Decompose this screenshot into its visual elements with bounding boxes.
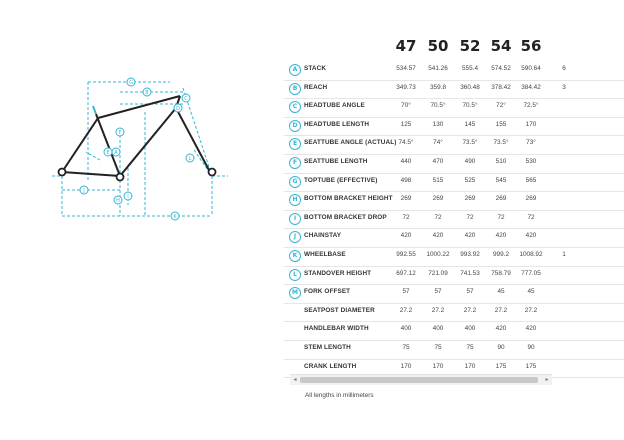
row-badge: J <box>289 231 301 243</box>
row-value-cell: 1000.22 <box>426 251 450 258</box>
svg-text:F: F <box>118 130 122 136</box>
row-value-cell: 70.5° <box>462 102 478 110</box>
scrollbar-thumb[interactable] <box>300 377 538 383</box>
diagram-badge <box>80 186 88 194</box>
row-value-cell: 170 <box>432 362 444 370</box>
row-value-cell: 125 <box>400 120 412 128</box>
row-value-cell: 70.5° <box>430 102 446 110</box>
row-label: STACK <box>304 65 327 72</box>
size-header-52: 52 <box>459 37 481 55</box>
scroll-left-arrow-icon[interactable]: ◂ <box>293 377 297 383</box>
geometry-row <box>284 266 624 286</box>
row-value-cell: 269 <box>525 195 537 203</box>
row-value-cell: 384.42 <box>521 83 541 91</box>
row-label: WHEELBASE <box>304 251 346 258</box>
geometry-table <box>284 30 566 386</box>
row-value-cell: 57 <box>466 288 474 296</box>
row-value-cell: 400 <box>464 325 476 333</box>
row-label: SEATTUBE ANGLE (ACTUAL) <box>304 139 397 147</box>
row-value-cell: 27.2 <box>494 306 508 314</box>
row-value-cell: 75 <box>402 344 410 351</box>
row-badge: E <box>289 138 301 150</box>
row-value-cell: 45 <box>527 288 535 296</box>
diagram-badge <box>114 196 122 204</box>
row-label: SEATPOST DIAMETER <box>304 306 375 314</box>
diagram-badge <box>112 148 120 156</box>
row-value-cell: 697.12 <box>396 269 416 277</box>
row-value-cell: 72 <box>402 213 410 221</box>
row-value-cell: 510 <box>495 158 507 165</box>
geometry-row <box>284 210 624 230</box>
row-value-cell: 73° <box>526 139 536 147</box>
scroll-right-arrow-icon[interactable]: ▸ <box>545 377 549 383</box>
geometry-row <box>284 191 624 211</box>
row-value-cell: 420 <box>400 232 412 240</box>
row-value-cell: 490 <box>464 158 476 165</box>
size-header-54: 54 <box>490 37 512 55</box>
row-value-cell: 72.5° <box>523 102 539 110</box>
row-value-cell: 999.2 <box>493 251 509 258</box>
row-value-cell: 498 <box>400 176 412 184</box>
geometry-row <box>284 228 624 248</box>
row-label: BOTTOM BRACKET DROP <box>304 213 387 221</box>
row-label: CRANK LENGTH <box>304 362 357 370</box>
row-value-cell: 170 <box>525 120 537 128</box>
row-label: STEM LENGTH <box>304 344 351 351</box>
row-value-cell: 269 <box>464 195 476 203</box>
row-value-cell: 420 <box>495 325 507 333</box>
row-value-cell: 72° <box>496 102 506 110</box>
row-value-cell: 27.2 <box>431 306 445 314</box>
row-badge: I <box>289 213 301 225</box>
row-value-cell: 565 <box>525 176 537 184</box>
row-value-cell: 70° <box>401 102 411 110</box>
svg-text:C: C <box>184 96 188 102</box>
row-value-cell: 57 <box>402 288 410 296</box>
row-value-cell: 741.53 <box>460 269 480 277</box>
row-value-cell: 269 <box>400 195 412 203</box>
row-value-cell: 530 <box>525 158 537 165</box>
svg-text:A: A <box>114 150 118 156</box>
rear-axle <box>59 169 66 176</box>
bike-frame <box>62 96 210 176</box>
row-value-cell: 420 <box>525 232 537 240</box>
row-label: HEADTUBE ANGLE <box>304 102 365 110</box>
row-value-cell: 993.92 <box>460 251 480 258</box>
row-value-cell: 72 <box>466 213 474 221</box>
row-value-cell: 73.5° <box>493 139 509 147</box>
svg-text:B: B <box>145 90 149 96</box>
row-value-cell: 359.8 <box>430 83 446 91</box>
row-value-cell: 170 <box>464 362 476 370</box>
row-value-cell: 400 <box>432 325 444 333</box>
size-header-row <box>284 30 624 62</box>
row-value-cell: 72 <box>527 213 535 221</box>
row-value-cell: 400 <box>400 325 412 333</box>
row-value-cell: 440 <box>400 158 412 165</box>
geometry-row <box>284 80 624 100</box>
row-label: HEADTUBE LENGTH <box>304 120 370 128</box>
seat-post <box>93 106 96 114</box>
geometry-row <box>284 321 624 341</box>
row-badge: F <box>289 157 301 169</box>
horizontal-scrollbar[interactable] <box>290 374 552 385</box>
row-label: BOTTOM BRACKET HEIGHT <box>304 195 393 203</box>
diagram-badge <box>104 148 112 156</box>
row-label: SEATTUBE LENGTH <box>304 158 368 165</box>
diagram-badge <box>124 192 132 200</box>
size-header-56: 56 <box>520 37 542 55</box>
row-value-cell: 175 <box>525 362 537 370</box>
row-value-cell: 74.5° <box>398 139 414 147</box>
row-badge: L <box>289 269 301 281</box>
row-value-cell: 420 <box>464 232 476 240</box>
row-value-cell: 269 <box>495 195 507 203</box>
row-value-cell: 170 <box>400 362 412 370</box>
diagram-badge <box>171 212 179 220</box>
row-value-cell: 555.4 <box>462 65 478 72</box>
geometry-row <box>284 173 624 193</box>
row-label: TOPTUBE (EFFECTIVE) <box>304 176 378 184</box>
row-value-cell: 420 <box>432 232 444 240</box>
size-header-50: 50 <box>427 37 449 55</box>
row-value-cell: 73.5° <box>462 139 478 147</box>
row-label: HANDLEBAR WIDTH <box>304 325 369 333</box>
row-value-cell: 721.09 <box>428 269 448 277</box>
row-value-cell: 574.52 <box>491 65 511 72</box>
geometry-row <box>284 247 624 267</box>
svg-text:K: K <box>173 214 177 220</box>
svg-text:E: E <box>106 150 110 156</box>
row-badge: A <box>289 64 301 76</box>
size-header-47: 47 <box>395 37 417 55</box>
bottom-bracket <box>117 174 124 181</box>
row-label: CHAINSTAY <box>304 232 342 240</box>
row-badge: K <box>289 250 301 262</box>
row-badge: G <box>289 176 301 188</box>
diagram-badge <box>186 154 194 162</box>
row-value-cell: 90 <box>497 344 505 351</box>
row-badge: M <box>289 287 301 299</box>
row-value-cell: 590.64 <box>521 65 541 72</box>
geometry-row <box>284 154 624 174</box>
row-badge: B <box>289 83 301 95</box>
row-value-cell: 378.42 <box>491 83 511 91</box>
svg-text:J: J <box>83 188 85 194</box>
geometry-row <box>284 61 624 81</box>
front-axle <box>209 169 216 176</box>
row-value-cell: 175 <box>495 362 507 370</box>
row-value-cell: 130 <box>432 120 444 128</box>
svg-text:L: L <box>188 156 192 162</box>
diagram-badge <box>174 104 182 112</box>
row-value-cell: 360.48 <box>460 83 480 91</box>
row-value-cell: 534.57 <box>396 65 416 72</box>
row-value-cell: 45 <box>497 288 505 296</box>
row-label: FORK OFFSET <box>304 288 351 296</box>
row-badge: C <box>289 101 301 113</box>
diagram-badge <box>182 94 190 102</box>
row-label: REACH <box>304 83 328 91</box>
row-value-cell: 349.73 <box>396 83 416 91</box>
geometry-row <box>284 284 624 304</box>
svg-text:D: D <box>176 106 180 112</box>
row-value-cell: 72 <box>497 213 505 221</box>
row-value-cell: 3 <box>562 83 566 91</box>
row-value-cell: 545 <box>495 176 507 184</box>
row-value-cell: 470 <box>432 158 444 165</box>
row-badge: D <box>289 120 301 132</box>
row-value-cell: 6 <box>562 65 566 72</box>
diagram-badge <box>116 128 124 136</box>
row-value-cell: 269 <box>432 195 444 203</box>
row-value-cell: 777.05 <box>521 269 541 277</box>
svg-text:H: H <box>116 198 120 204</box>
row-value-cell: 90 <box>527 344 535 351</box>
row-value-cell: 75 <box>434 344 442 351</box>
geometry-row <box>284 303 624 323</box>
row-value-cell: 1 <box>562 251 566 258</box>
row-badge: H <box>289 194 301 206</box>
units-note: All lengths in millimeters <box>305 392 374 399</box>
geometry-row <box>284 98 624 118</box>
row-value-cell: 758.79 <box>491 269 511 277</box>
diagram-badge <box>143 88 151 96</box>
row-value-cell: 525 <box>464 176 476 184</box>
row-value-cell: 420 <box>525 325 537 333</box>
diagram-badges <box>80 78 194 220</box>
row-value-cell: 27.2 <box>399 306 413 314</box>
svg-text:I: I <box>127 194 129 200</box>
row-value-cell: 992.55 <box>396 251 416 258</box>
row-value-cell: 74° <box>433 139 443 147</box>
row-value-cell: 27.2 <box>463 306 477 314</box>
svg-text:G: G <box>129 80 133 86</box>
row-value-cell: 420 <box>495 232 507 240</box>
diagram-badge <box>127 78 135 86</box>
bike-geometry-diagram <box>0 0 284 260</box>
row-value-cell: 145 <box>464 120 476 128</box>
row-label: STANDOVER HEIGHT <box>304 269 372 277</box>
row-value-cell: 27.2 <box>524 306 538 314</box>
row-value-cell: 515 <box>432 176 444 184</box>
row-value-cell: 1008.92 <box>519 251 543 258</box>
geometry-row <box>284 117 624 137</box>
geometry-row <box>284 340 624 360</box>
row-value-cell: 57 <box>434 288 442 296</box>
row-value-cell: 541.26 <box>428 65 448 72</box>
geometry-row <box>284 135 624 155</box>
row-value-cell: 155 <box>495 120 507 128</box>
row-value-cell: 75 <box>466 344 474 351</box>
row-value-cell: 72 <box>434 213 442 221</box>
